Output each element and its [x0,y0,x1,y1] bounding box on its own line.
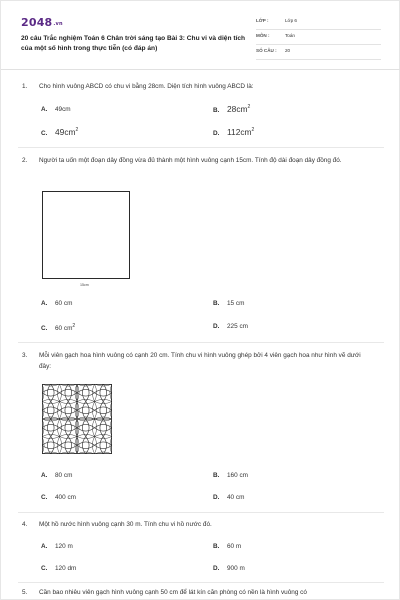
question-1-option-a[interactable] [41,106,71,113]
option-letter: C. [41,494,48,501]
option-exponent: 2 [247,104,251,111]
option-letter: B. [213,543,220,550]
meta-row-subject [256,30,381,45]
question-divider [18,512,384,513]
meta-value-count: 20 [285,48,291,53]
option-value: 80 cm [55,472,73,479]
question-divider [18,147,384,148]
question-1-option-c[interactable] [41,127,78,137]
question-5-number: 5. [22,589,28,596]
logo-tld: .vn [53,21,63,27]
question-1-option-d[interactable] [213,127,254,137]
option-value: 40 cm [227,494,245,501]
option-value: 60 cm [55,325,73,333]
option-letter: A. [41,106,48,113]
meta-row-class [256,15,381,30]
option-letter: A. [41,472,48,479]
option-value: 400 cm [55,494,76,501]
question-2-option-d[interactable] [213,323,248,330]
meta-value-class: Lớp 6 [285,18,297,23]
site-logo[interactable] [21,16,63,29]
option-value: 60 m [227,543,242,550]
option-value: 15 cm [227,300,245,307]
option-letter: B. [213,472,220,479]
meta-label-class: LỚP : [256,18,269,23]
option-value: 112cm [227,127,252,137]
question-2-option-c[interactable] [41,323,75,332]
question-2-option-a[interactable] [41,300,72,307]
question-3-option-c[interactable] [41,494,76,501]
option-value: 49cm [55,106,71,113]
option-letter: D. [213,565,220,572]
question-divider [18,582,384,583]
question-3-option-d[interactable] [213,494,244,501]
option-letter: C. [41,565,48,572]
option-value: 120 dm [55,565,77,572]
option-exponent: 2 [251,127,255,134]
option-letter: B. [213,300,220,307]
option-letter: C. [41,130,48,137]
document-title: 20 câu Trắc nghiệm Toán 6 Chân trời sáng tạo Bài 3: Chu vi và diện tích của một số hình trong thực tiễn (có đáp án) [21,35,246,52]
question-1-number: 1. [22,83,28,90]
option-value: 160 cm [227,472,248,479]
option-value: 28cm [227,104,248,114]
question-4-text: Một hồ nước hình vuông cạnh 30 m. Tính chu vi hồ nước đó. [39,521,212,528]
option-letter: D. [213,494,220,501]
question-3-option-b[interactable] [213,472,248,479]
meta-panel [256,15,381,60]
question-2-option-b[interactable] [213,300,244,307]
option-value: 120 m [55,543,73,550]
option-exponent: 2 [75,127,79,134]
question-4-number: 4. [22,521,28,528]
question-divider [18,342,384,343]
question-3-text: Mỗi viên gạch hoa hình vuông có cạnh 20 cm. Tính chu vi hình vuông ghép bởi 4 viên gạch hoa như hình vẽ dưới đây: [39,352,361,370]
meta-label-subject: MÔN : [256,33,270,38]
option-letter: D. [213,323,220,330]
question-2-text: Người ta uốn một đoạn dây đồng vừa đủ thành một hình vuông cạnh 15cm. Tính độ dài đoạn dây đồng đó. [39,157,342,164]
option-value: 49cm [55,127,76,137]
floor-tiles-figure [42,384,112,454]
question-2-number: 2. [22,157,28,164]
question-1-option-b[interactable] [213,104,250,114]
logo-main: 2048 [21,16,53,29]
question-1-text: Cho hình vuông ABCD có chu vi bằng 28cm. Diện tích hình vuông ABCD là: [39,83,254,90]
header-divider [1,69,400,70]
question-4-option-a[interactable] [41,543,73,550]
meta-value-subject: Toán [285,33,295,38]
option-letter: C. [41,325,48,333]
option-letter: A. [41,300,48,307]
question-3-number: 3. [22,352,28,359]
meta-row-count [256,45,381,60]
question-4-option-d[interactable] [213,565,245,572]
option-exponent: 2 [72,323,76,329]
question-4-option-b[interactable] [213,543,241,550]
question-5-text: Cần bao nhiêu viên gạch hình vuông cạnh 50 cm để lát kín căn phòng có nền là hình vuông có [39,589,307,596]
option-value: 60 cm [55,300,73,307]
square-figure [42,191,130,279]
option-letter: B. [213,107,220,114]
option-letter: D. [213,130,220,137]
option-letter: A. [41,543,48,550]
question-4-option-c[interactable] [41,565,76,572]
meta-label-count: SỐ CÂU : [256,48,277,53]
question-3-option-a[interactable] [41,472,72,479]
option-value: 225 cm [227,323,248,330]
square-side-caption: 15cm [80,283,89,287]
option-value: 900 m [227,565,245,572]
